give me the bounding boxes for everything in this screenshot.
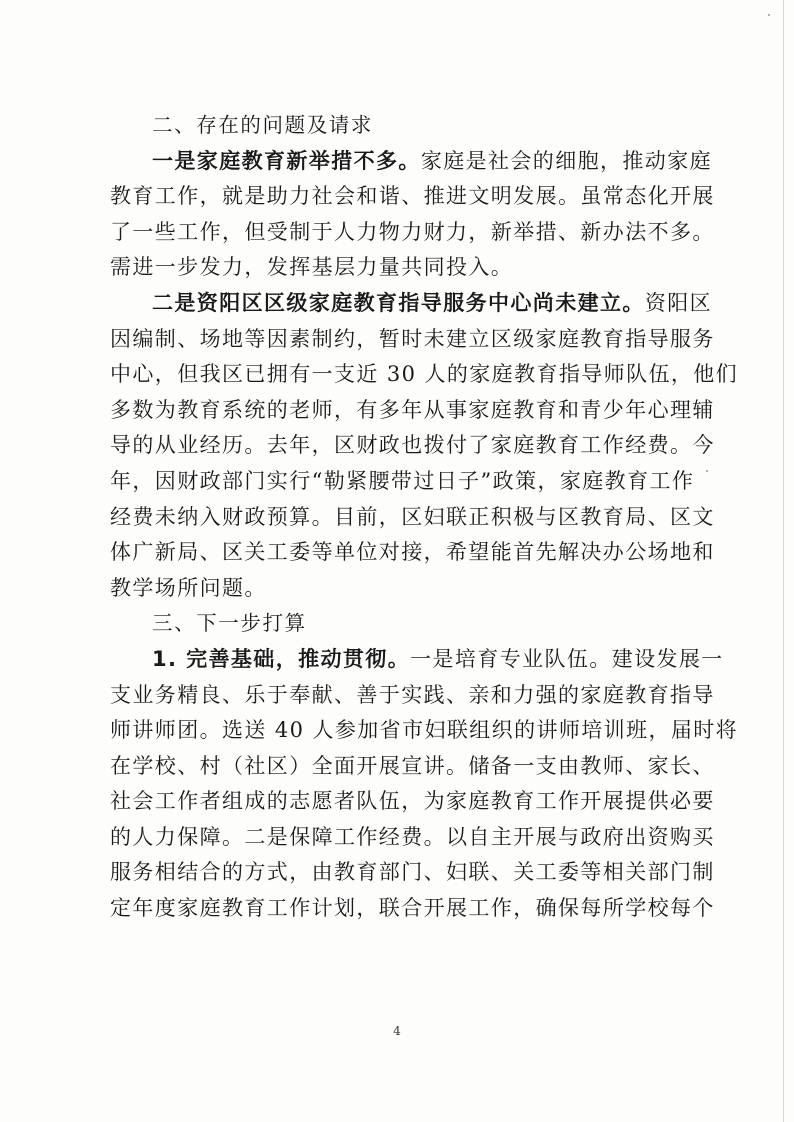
- item-lead-text: 二是资阳区区级家庭教育指导服务中心尚未建立。: [152, 290, 645, 315]
- paragraph-line: 需进一步发力，发挥基层力量共同投入。: [110, 255, 514, 280]
- paragraph-text: 资阳区: [644, 290, 713, 315]
- paragraph-line: 师讲师团。选送 40 人参加省市妇联组织的讲师培训班，届时将: [110, 718, 739, 743]
- paragraph-line: [110, 286, 713, 322]
- scan-speck: [706, 470, 708, 472]
- paragraph-line: [110, 642, 724, 678]
- paragraph-line: 经费未纳入财政预算。目前，区妇联正积极与区教育局、区文: [110, 504, 715, 529]
- paragraph-line: 定年度家庭教育工作计划，联合开展工作，确保每所学校每个: [110, 896, 715, 921]
- document-body: [110, 108, 739, 927]
- section-heading-problems: 二、存在的问题及请求: [152, 113, 373, 137]
- paragraph-line: 服务相结合的方式，由教育部门、妇联、关工委等相关部门制: [110, 860, 715, 885]
- paragraph-line: 年，因财政部门实行“勒紧腰带过日子”政策，家庭教育工作: [110, 468, 695, 493]
- paragraph-line: 导的从业经历。去年，区财政也拨付了家庭教育工作经费。今: [110, 433, 715, 458]
- paragraph-line: 教学场所问题。: [110, 575, 267, 600]
- paragraph-line: 社会工作者组成的志愿者队伍，为家庭教育工作开展提供必要: [110, 789, 715, 814]
- paragraph-line: 支业务精良、乐于奉献、善于实践、亲和力强的家庭教育指导: [110, 682, 715, 707]
- section-heading-next-steps: 三、下一步打算: [152, 611, 307, 636]
- paragraph-line: 体广新局、区关工委等单位对接，希望能首先解决办公场地和: [110, 540, 715, 565]
- item-lead-text: 1. 完善基础，推动贯彻。: [152, 646, 411, 671]
- paragraph-line: 教育工作，就是助力社会和谐、推进文明发展。虽常态化开展: [110, 184, 715, 209]
- paragraph-text: 家庭是社会的细胞，推动家庭: [420, 148, 713, 173]
- item-lead-text: 一是家庭教育新举措不多。: [152, 148, 421, 173]
- paragraph-line: 因编制、场地等因素制约，暂时未建立区级家庭教育指导服务: [110, 326, 715, 351]
- paragraph-text: 一是培育专业队伍。建设发展一: [410, 646, 724, 671]
- paragraph-line: 多数为教育系统的老师，有多年从事家庭教育和青少年心理辅: [110, 397, 715, 422]
- paragraph-line: [110, 144, 713, 180]
- paragraph-line: 的人力保障。二是保障工作经费。以自主开展与政府出资购买: [110, 824, 715, 849]
- paragraph-line: 在学校、村（社区）全面开展宣讲。储备一支由教师、家长、: [110, 753, 715, 778]
- page-number: 4: [393, 1024, 401, 1038]
- paragraph-line: 了一些工作，但受制于人力物力财力，新举措、新办法不多。: [110, 219, 715, 244]
- paragraph-line: 中心，但我区已拥有一支近 30 人的家庭教育指导师队伍，他们: [110, 362, 739, 387]
- scan-speck: [768, 14, 770, 16]
- scan-edge-line: [783, 0, 784, 1122]
